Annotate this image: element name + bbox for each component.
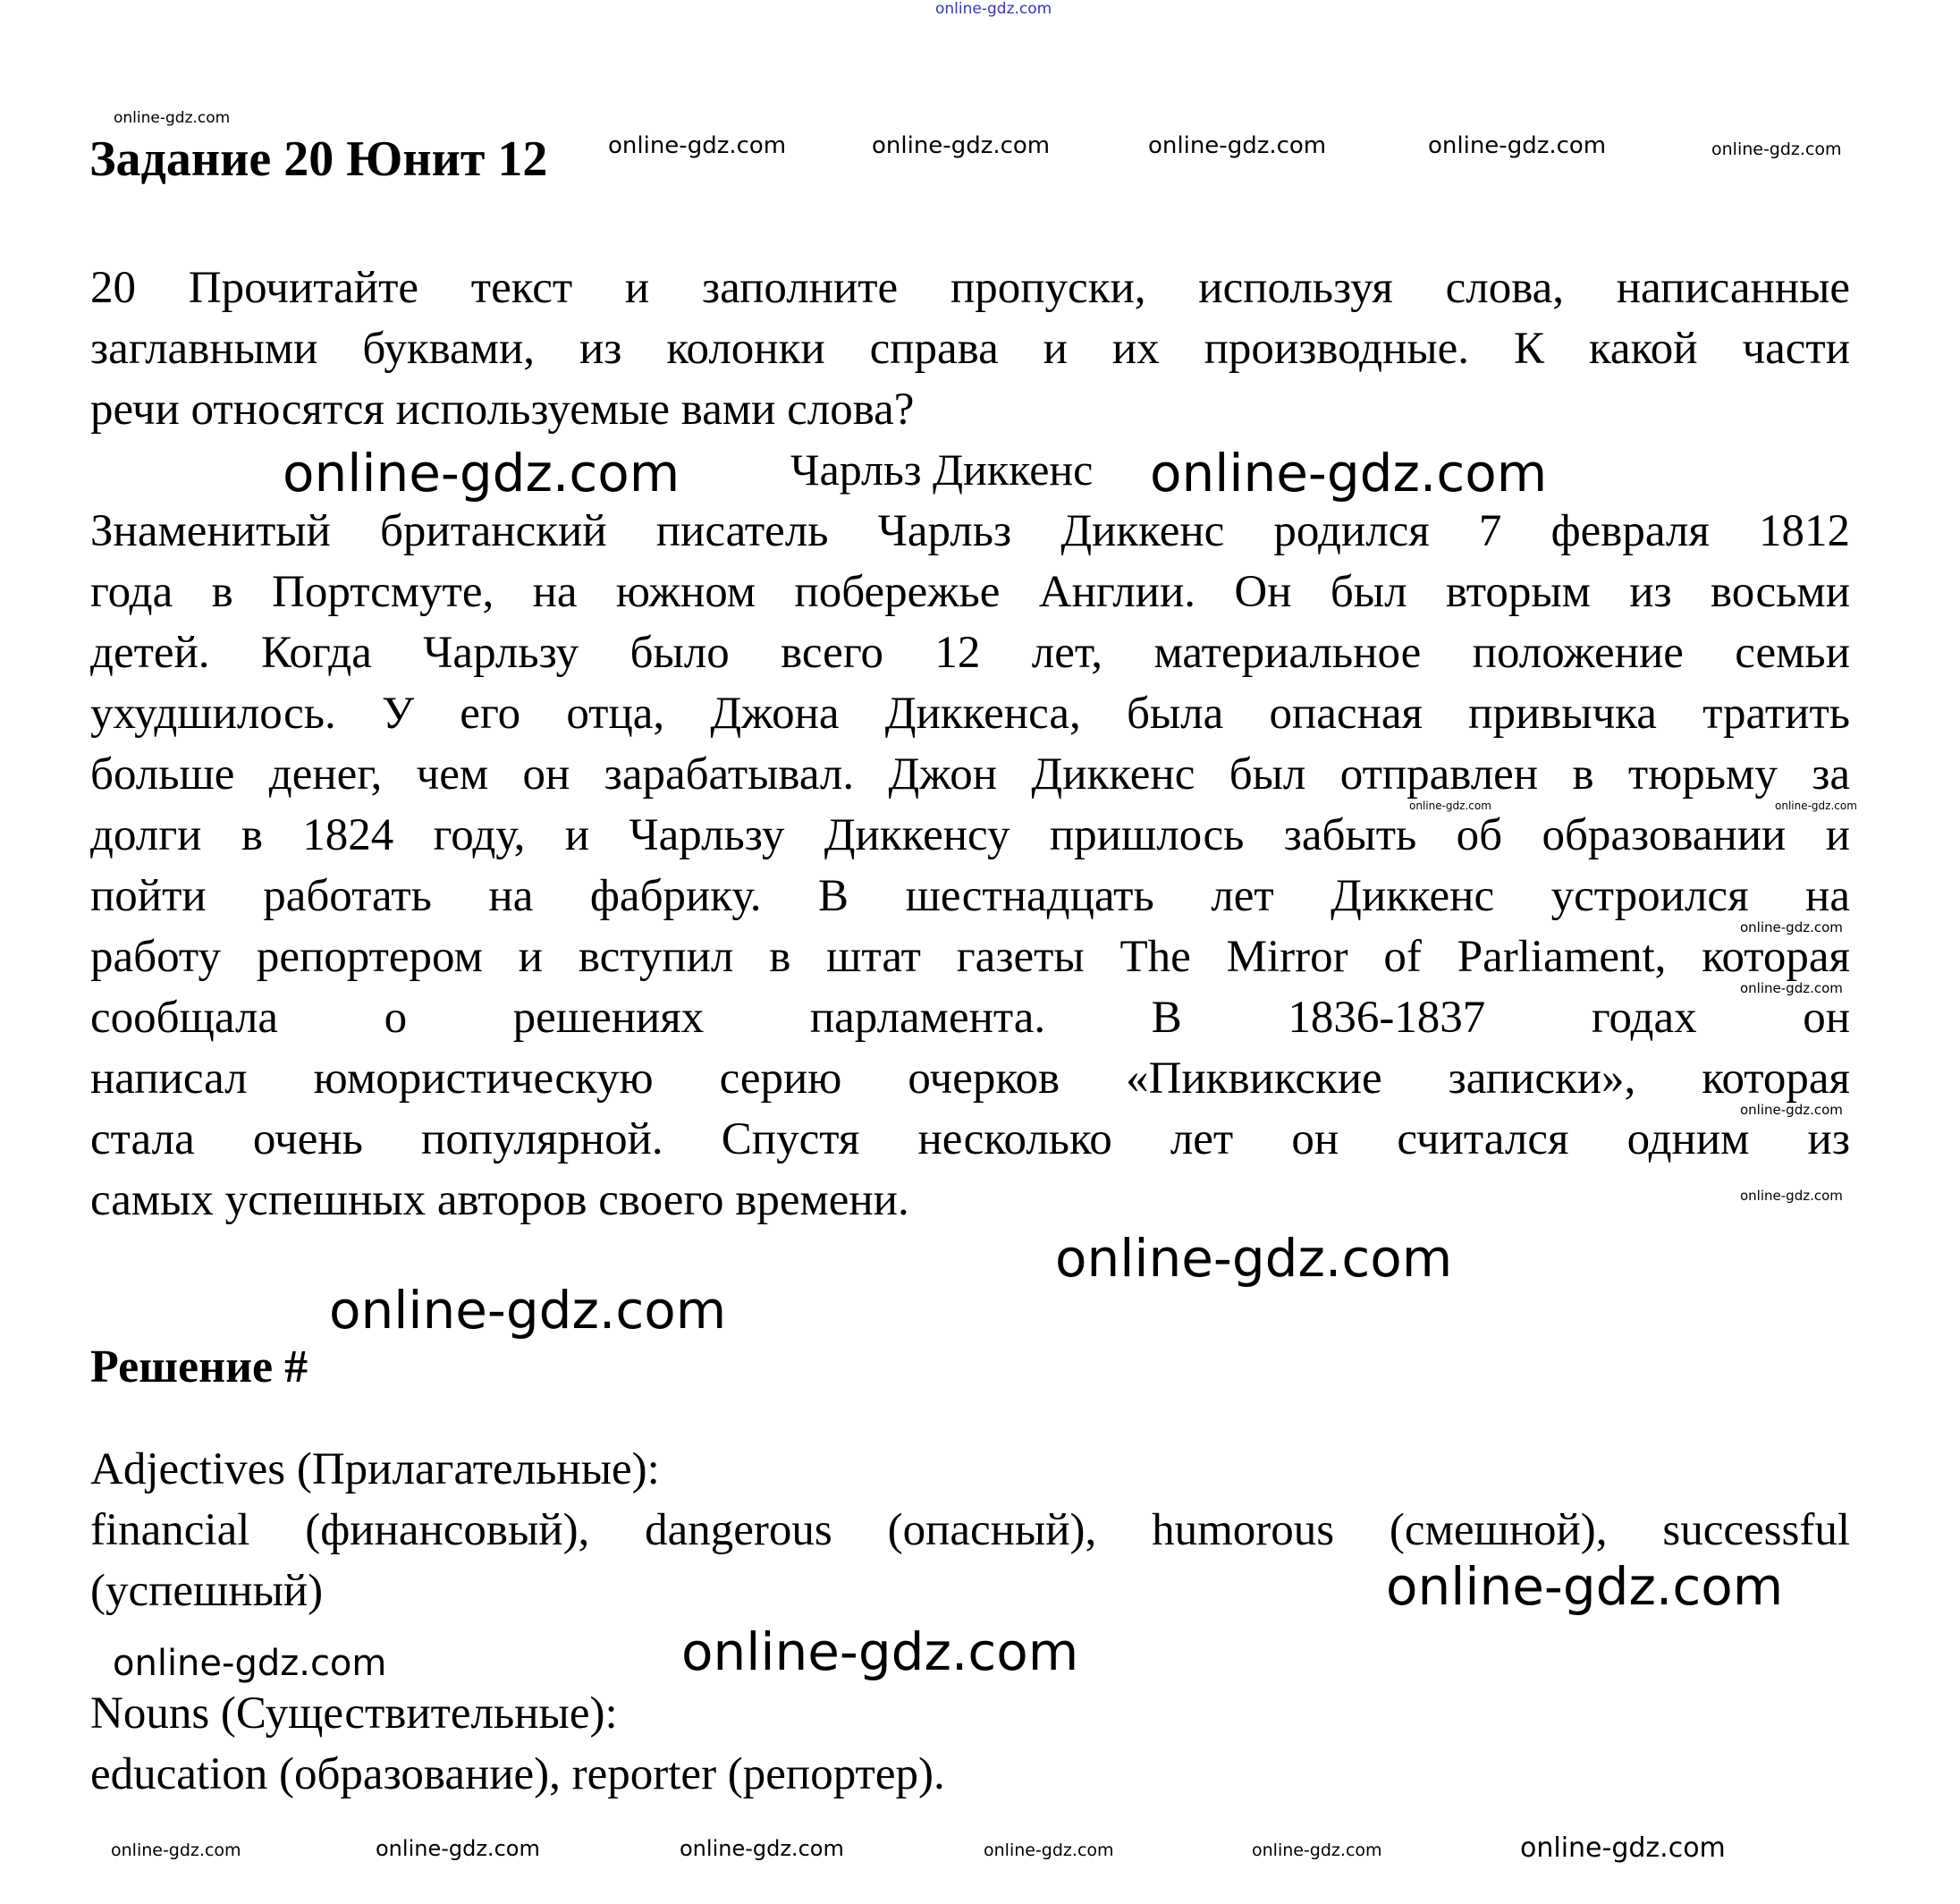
text-line: ухудшилось. У его отца, Джона Диккенса, была опасная привычка тратить [90, 689, 1850, 739]
watermark: online-gdz.com [113, 1643, 387, 1684]
watermark: online-gdz.com [1252, 1841, 1382, 1860]
watermark: online-gdz.com [1775, 800, 1857, 812]
text-line: написал юмористическую серию очерков «Пиквикские записки», которая [90, 1054, 1850, 1104]
watermark: online-gdz.com [1055, 1228, 1453, 1289]
watermark: online-gdz.com [1520, 1832, 1726, 1864]
watermark: online-gdz.com [872, 132, 1051, 159]
watermark: online-gdz.com [376, 1836, 540, 1861]
task-line: 20 Прочитайте текст и заполните пропуски, используя слова, написанные [90, 263, 1850, 313]
watermark: online-gdz.com [608, 132, 787, 159]
adjectives-line: financial (финансовый), dangerous (опасный), humorous (смешной), successful [90, 1505, 1850, 1555]
text-line: больше денег, чем он зарабатывал. Джон Диккенс был отправлен в тюрьму за [90, 749, 1850, 800]
task-line: заглавными буквами, из колонки справа и их производные. К какой части [90, 324, 1850, 374]
watermark: online-gdz.com [984, 1841, 1114, 1860]
text-line: долги в 1824 году, и Чарльзу Диккенсу пришлось забыть об образовании и [90, 810, 1850, 860]
watermark: online-gdz.com [1740, 980, 1843, 996]
text-line: работу репортером и вступил в штат газеты The Mirror of Parliament, которая [90, 932, 1850, 982]
watermark: online-gdz.com [1386, 1556, 1784, 1617]
solution-heading: Решение # [90, 1341, 308, 1392]
watermark: online-gdz.com [1409, 800, 1491, 812]
watermark: online-gdz.com [1148, 132, 1327, 159]
nouns-heading: Nouns (Существительные): [90, 1688, 618, 1739]
watermark: online-gdz.com [1428, 132, 1607, 159]
watermark: online-gdz.com [283, 443, 680, 504]
text-line: года в Портсмуте, на южном побережье Англии. Он был вторым из восьми [90, 567, 1850, 617]
page-title: Задание 20 Юнит 12 [89, 131, 548, 187]
text-line: детей. Когда Чарльзу было всего 12 лет, материальное положение семьи [90, 628, 1850, 678]
watermark: online-gdz.com [681, 1621, 1079, 1682]
watermark: online-gdz.com [329, 1280, 727, 1341]
watermark: online-gdz.com [111, 1841, 241, 1860]
watermark: online-gdz.com [1740, 1102, 1843, 1118]
adjectives-heading: Adjectives (Прилагательные): [90, 1444, 660, 1494]
text-line: стала очень популярной. Спустя несколько лет он считался одним из [90, 1114, 1850, 1164]
watermark: online-gdz.com [680, 1836, 844, 1861]
watermark: online-gdz.com [1711, 140, 1842, 159]
text-subtitle: Чарльз Диккенс [790, 444, 1094, 495]
watermark: online-gdz.com [935, 0, 1052, 18]
nouns-line: education (образование), reporter (репортер). [90, 1749, 945, 1799]
watermark: online-gdz.com [1150, 443, 1548, 504]
text-line: самых успешных авторов своего времени. [90, 1175, 909, 1225]
task-line: речи относятся используемые вами слова? [90, 385, 915, 435]
adjectives-line: (успешный) [90, 1566, 324, 1616]
watermark: online-gdz.com [114, 109, 231, 127]
text-line: пойти работать на фабрику. В шестнадцать лет Диккенс устроился на [90, 871, 1850, 921]
text-line: Знаменитый британский писатель Чарльз Диккенс родился 7 февраля 1812 [90, 506, 1850, 556]
watermark: online-gdz.com [1740, 1188, 1843, 1204]
watermark: online-gdz.com [1740, 919, 1843, 935]
text-line: сообщала о решениях парламента. В 1836-1837 годах он [90, 993, 1850, 1043]
